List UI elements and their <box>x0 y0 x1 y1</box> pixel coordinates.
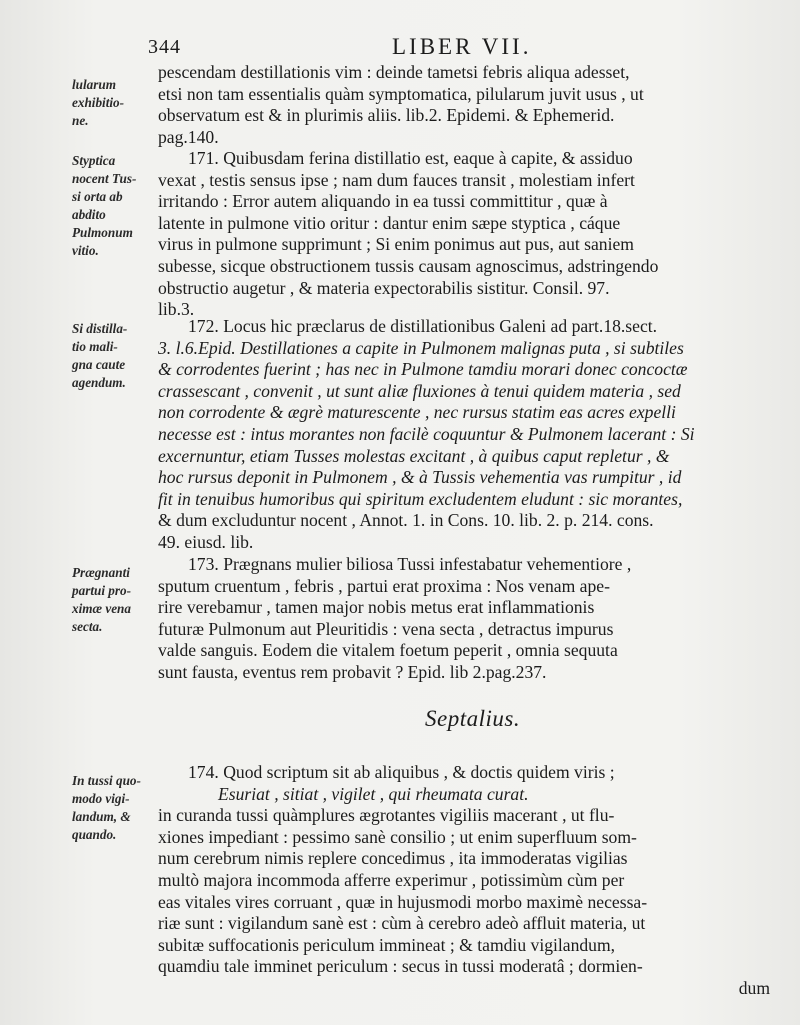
margin-note: lularum exhibitio- ne. <box>72 77 125 128</box>
paragraph-174: 174. Quod scriptum sit ab aliquibus , & doctis quidem viris ; Esuriat , sitiat , vigilet , qui rheumata curat. in curanda tussi quàmplures ægrotantes vigiliis macerant , ut flu- xiones impediant : pessimo sanè consilio ; ut enim superfluum som- num cerebrum nimis replere concedimus , ita immoderatas vigilias multò majora incommoda afferre experimur , potissimùm cùm per eas vitales vires corruant , quæ in hujusmodi morbo maximè necessa- riæ sunt : vigilandum sanè est : cùm à cerebro adeò affluit materia, ut subitæ suffocationis periculum immineat ; & tamdiu vigilandum, quamdiu tale imminet periculum : secus in tussi moderatâ ; dormien- dum <box>158 762 770 998</box>
margin-note: In tussi quo- modo vigi- landum, & quando. <box>72 773 141 842</box>
page-number: 344 <box>148 36 181 58</box>
running-head: LIBER VII. <box>392 34 532 59</box>
margin-note: Si distilla- tio mali- gna caute agendum. <box>72 321 128 390</box>
paragraph-173: 173. Prægnans mulier biliosa Tussi infestabatur vehementiore , sputum cruentum , febris , partui erat proxima : Nos venam ape- rire verebamur , tamen major nobis metus erat inflammationis futuræ Pulmonum aut Pleuritidis : vena secta , detractus impurus valde sanguis. Eodem die vitalem foetum peperit , omnia sequuta sunt fausta, eventus rem probavit ? Epid. lib 2.pag.237. <box>158 554 632 682</box>
paragraph-171: 171. Quibusdam ferina distillatio est, eaque à capite, & assiduo vexat , testis sensus ipse ; nam dum fauces transit , molestiam infert irritando : Error autem aliquando in ea tussi committitur , quæ à latente in pulmone vitio oritur : dantur enim sæpe styptica , cáque virus in pulmone supprimunt ; Si enim ponimus aut pus, aut saniem subesse, sicque obstructionem tussis causam agnoscimus, adstringendo obstructio augetur , & materia expectorabilis sistitur. Consil. 97. lib.3. <box>158 148 659 320</box>
section-heading: Septalius. <box>425 706 521 731</box>
paragraph: pescendam destillationis vim : deinde tametsi febris aliqua adesset, etsi non tam essentialis quàm symptomatica, pilularum juvit usus , ut observatum est & in plurimis aliis. lib.2. Epidemi. & Ephemerid. pag.140. <box>158 62 644 147</box>
paragraph-172: 172. Locus hic præclarus de distillationibus Galeni ad part.18.sect. 3. l.6.Epid. Destillationes a capite in Pulmonem malignas puta , si subtiles & corrodentes fuerint ; has nec in Pulmone tamdiu morari donec concoctæ crassescant , convenit , ut sunt aliæ fluxiones à tenui quidem materia , sed non corrodente & ægrè maturescente , nec rursus statim eas acres expelli necesse est : intus morantes non facilè coquuntur & Pulmonem lacerant : Si excernuntur, etiam Tusses molestas excitant , à quibus caput repletur , & hoc rursus deponit in Pulmonem , & à Tussis vehementia vas rumpitur , id fit in tenuibus humoribus qui spiritum excludentem eludunt : sic morantes, & dum excluduntur nocent , Annot. 1. in Cons. 10. lib. 2. p. 214. cons. 49. eiusd. lib. <box>158 316 695 552</box>
margin-note: Prægnanti partui pro- ximæ vena secta. <box>72 565 131 634</box>
verse-quote: Esuriat , sitiat , vigilet , qui rheumata curat. <box>218 783 529 804</box>
margin-note: Styptica nocent Tus- si orta ab abdito Pulmonum vitio. <box>72 153 137 258</box>
page-header <box>0 30 800 60</box>
